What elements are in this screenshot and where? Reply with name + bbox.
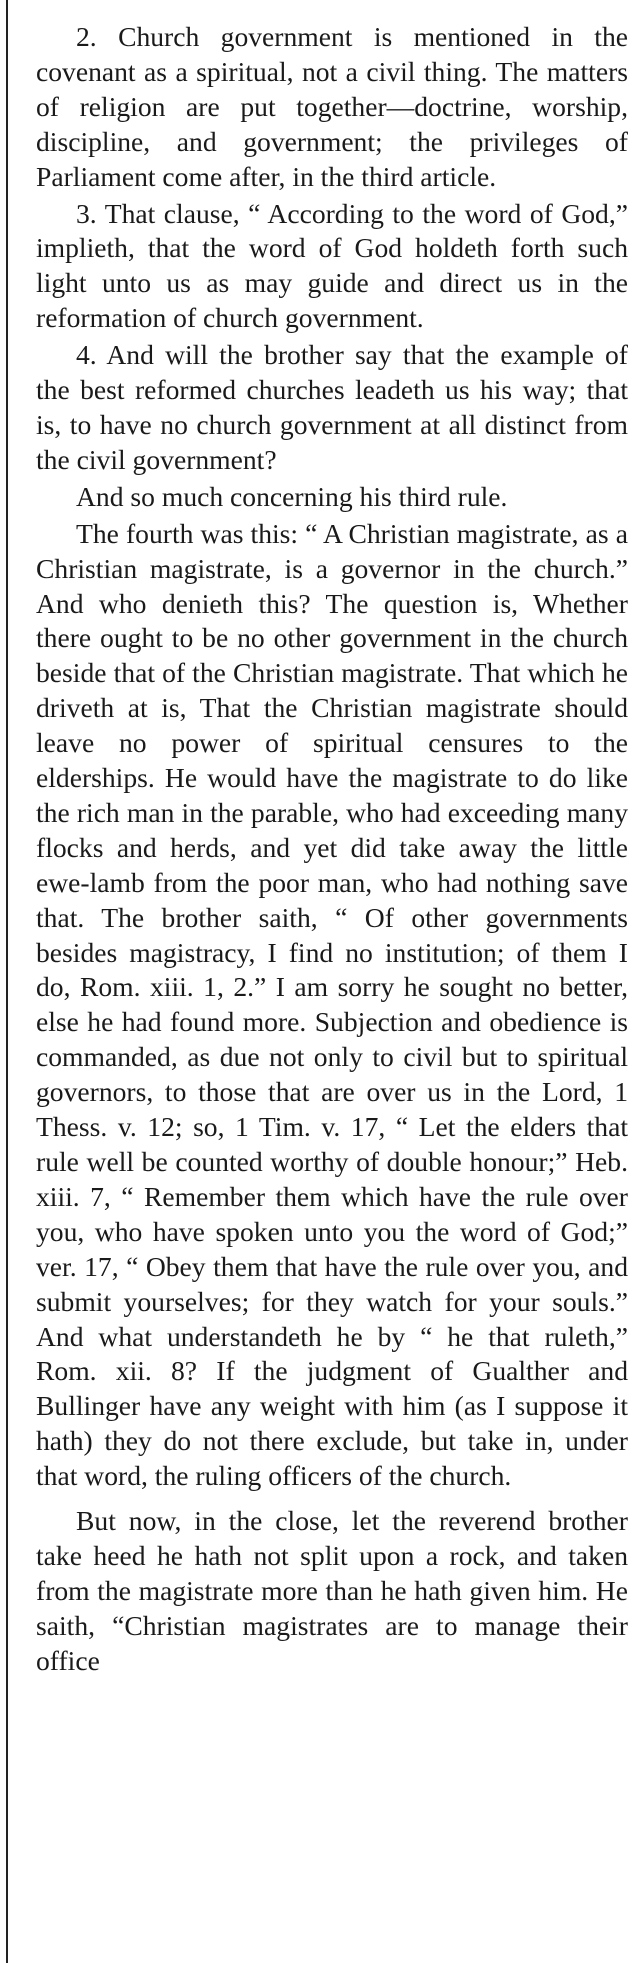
paragraph-2-church-government-covenant: 2. Church government is mentioned in the covenant as a spiritual, not a civil thing. The matters of religion are put together—doctrine, worship, discipline, and government; the privileges of Parliament come after, in the third article.: [36, 21, 628, 192]
paragraph-3-according-to-word-of-god: 3. That clause, “ According to the word of God,” implieth, that the word of God holdeth forth such light unto us as may guide and direct us in the reformation of church government.: [36, 197, 628, 334]
paragraph-third-rule-conclusion: And so much concerning his third rule.: [76, 480, 508, 512]
text-column: [36, 20, 628, 1679]
paragraph-closing-caution: But now, in the close, let the reverend brother take heed he hath not split upon a rock, and taken from the magistrate more than he hath given him. He saith, “Christian magistrates are to manage their office: [36, 1505, 628, 1676]
paragraph-fourth-rule: The fourth was this: “ A Christian magistrate, as a Christian magistrate, is a governor in the church.” And who denieth this? The question is, Whether there ought to be no other government in the church beside that of the Christian magistrate. That which he driveth at is, That the Christian magistrate should leave no power of spiritual censures to the elderships. He would have the magistrate to do like the rich man in the parable, who had exceeding many flocks and herds, and yet did take away the little ewe-lamb from the poor man, who had nothing save that. The brother saith, “ Of other governments besides magistracy, I find no institution; of them I do, Rom. xiii. 1, 2.” I am sorry he sought no better, else he had found more. Subjection and obedience is commanded, as due not only to civil but to spiritual governors, to those that are over us in the Lord, 1 Thess. v. 12; so, 1 Tim. v. 17, “ Let the elders that rule well be counted worthy of double honour;” Heb. xiii. 7, “ Remember them which have the rule over you, who have spoken unto you the word of God;” ver. 17, “ Obey them that have the rule over you, and submit yourselves; for they watch for your souls.” And what understandeth he by “ he that ruleth,” Rom. xii. 8? If the judgment of Gualther and Bullinger have any weight with him (as I suppose it hath) they do not there exclude, but take in, under that word, the ruling officers of the church.: [36, 517, 628, 1492]
column-rule: [6, 0, 8, 1963]
paragraph-4-reformed-churches: 4. And will the brother say that the example of the best reformed churches leadeth us his way; that is, to have no church government at all distinct from the civil government?: [36, 339, 628, 475]
